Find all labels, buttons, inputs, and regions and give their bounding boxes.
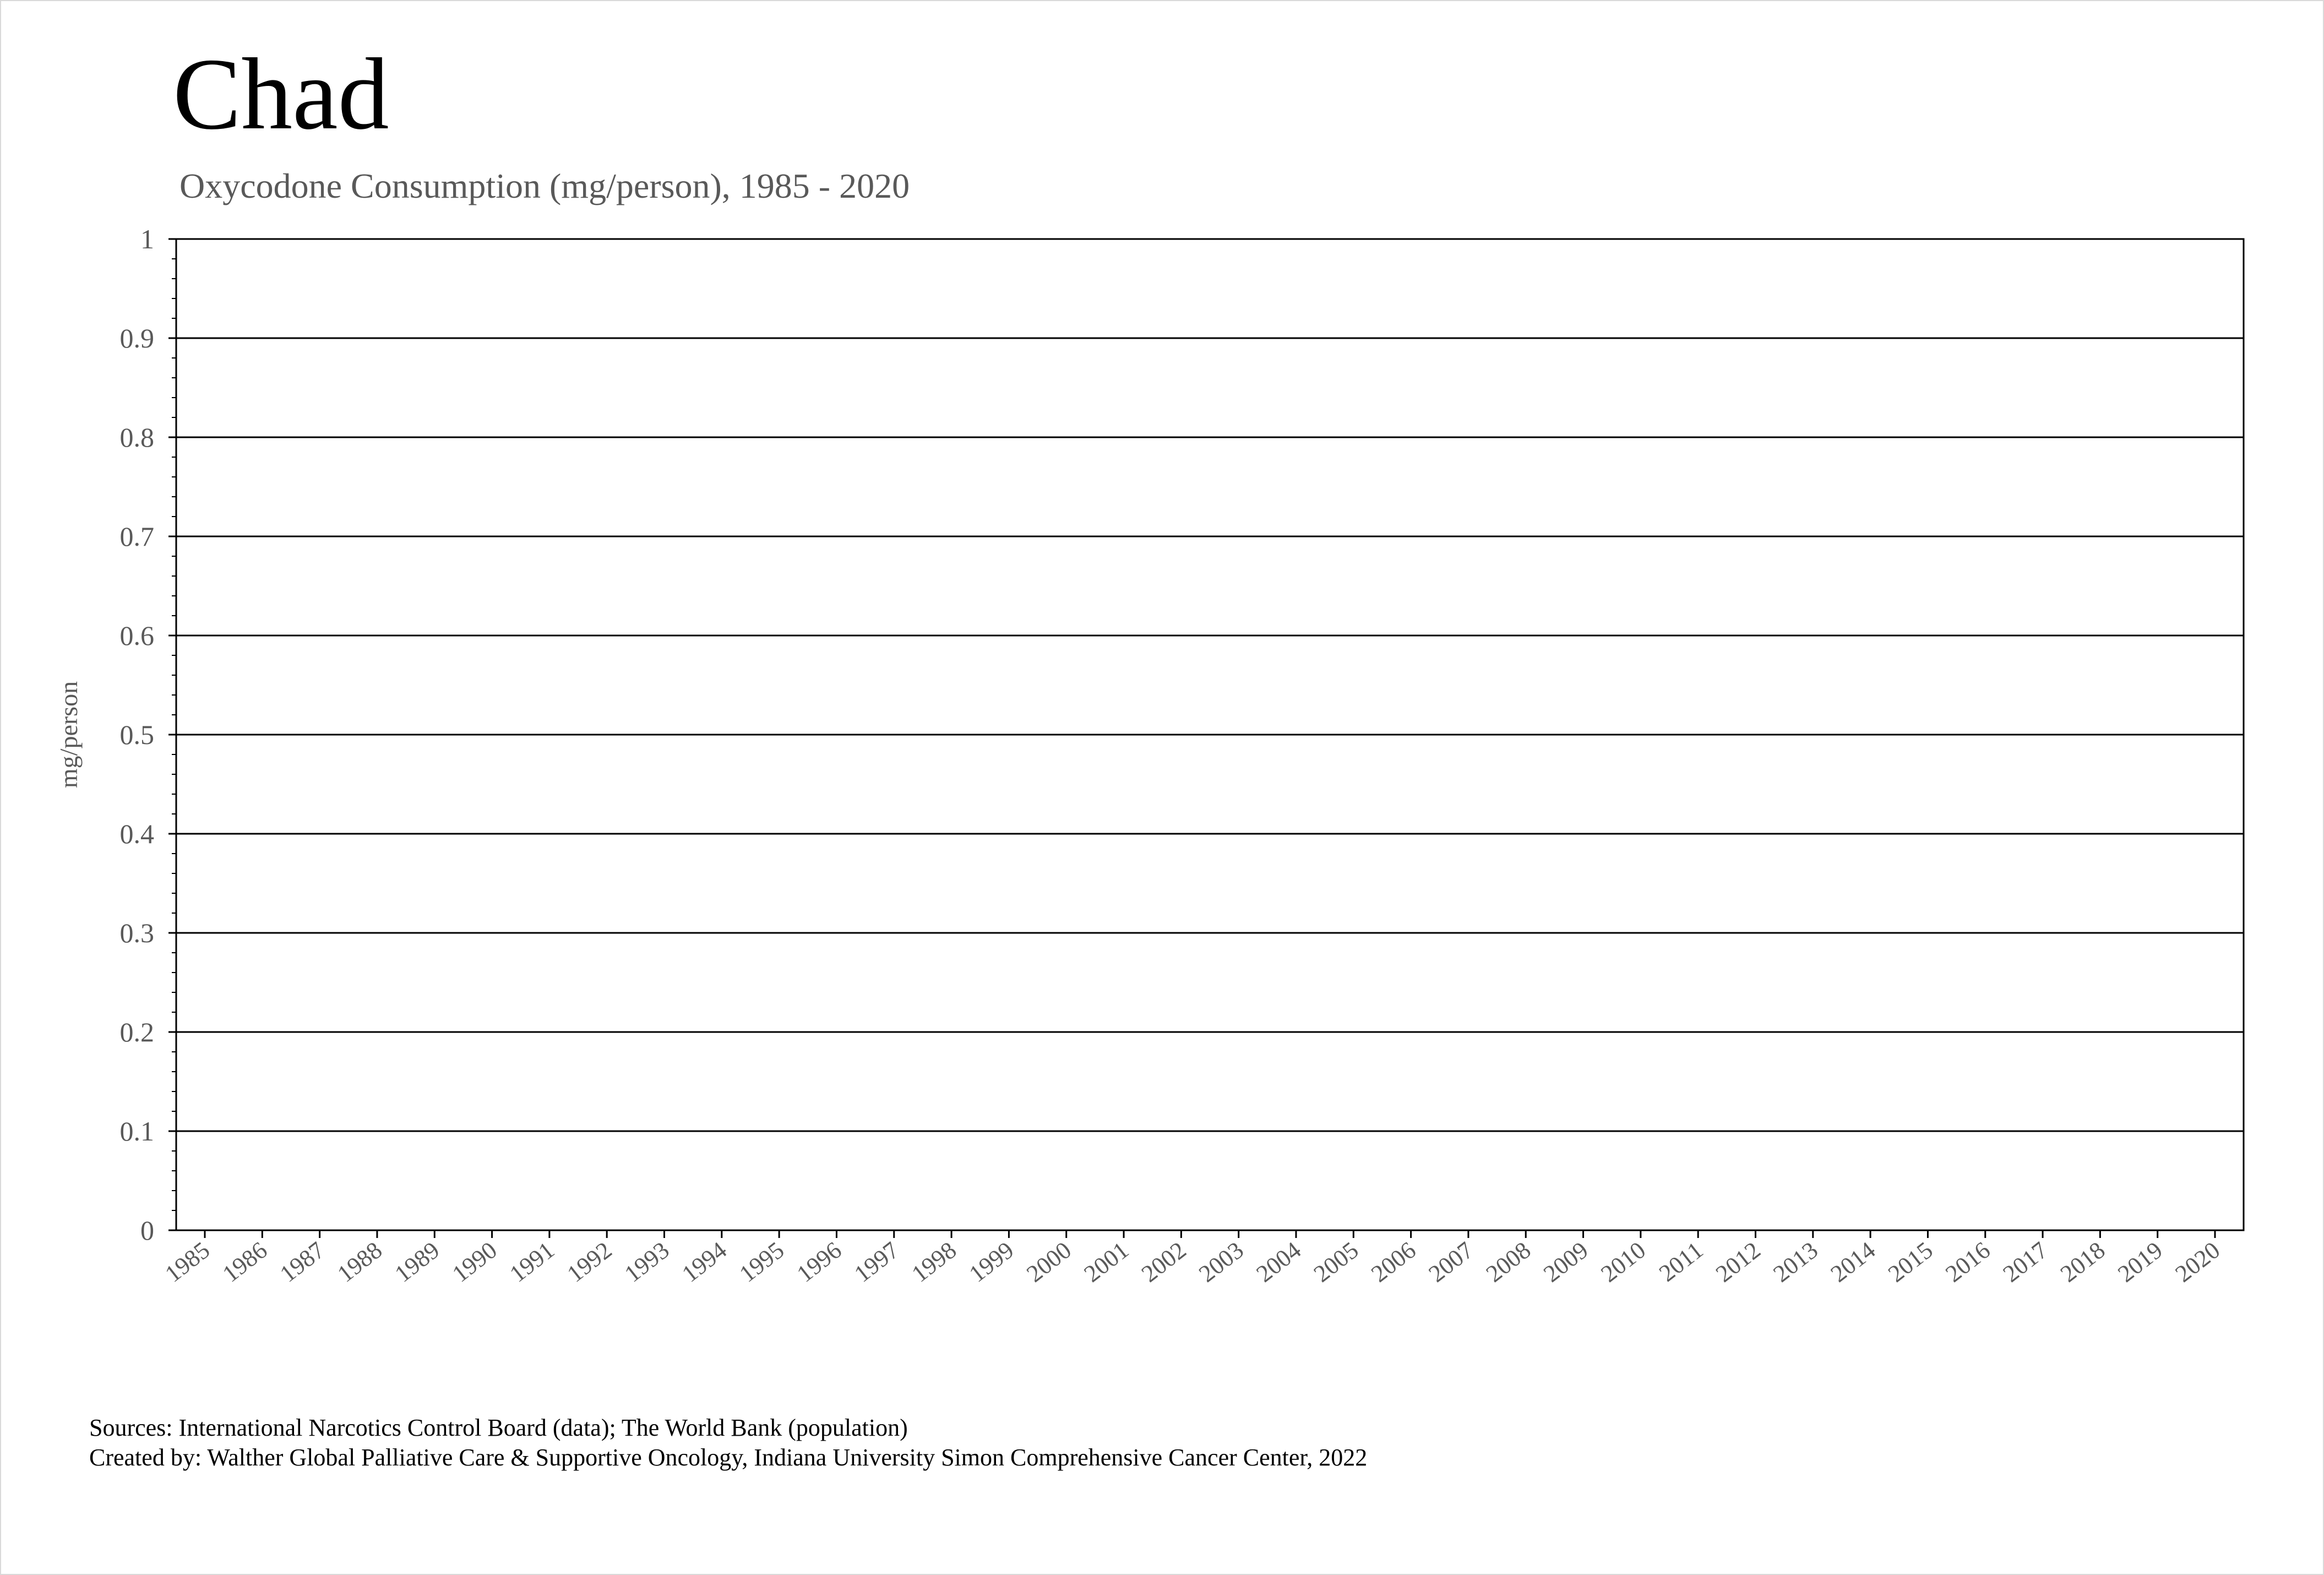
footer-created-by: Created by: Walther Global Palliative Care & Supportive Oncology, Indiana University Simon Comprehensive Cancer Center, 2022 <box>89 1444 1368 1471</box>
x-tick-label: 1997 <box>849 1236 904 1288</box>
x-tick-label: 1990 <box>447 1236 502 1288</box>
x-tick-label: 2001 <box>1079 1236 1134 1288</box>
x-tick-label: 2018 <box>2055 1236 2110 1288</box>
y-axis-label: mg/person <box>55 681 83 789</box>
y-tick-label: 0 <box>140 1215 154 1246</box>
x-ticks <box>205 1230 2215 1238</box>
x-tick-label: 2000 <box>1021 1236 1076 1288</box>
x-tick-labels <box>160 1236 2225 1288</box>
x-tick-label: 2017 <box>1998 1236 2053 1288</box>
x-tick-label: 1989 <box>389 1236 445 1288</box>
x-tick-label: 2011 <box>1654 1236 1708 1288</box>
x-tick-label: 2004 <box>1251 1236 1307 1288</box>
y-tick-label: 0.1 <box>119 1116 154 1147</box>
x-tick-label: 2013 <box>1768 1236 1823 1288</box>
x-tick-label: 1987 <box>275 1236 330 1288</box>
x-tick-label: 1994 <box>677 1236 732 1288</box>
y-tick-label: 0.8 <box>119 422 154 453</box>
chart-footer <box>89 1413 1367 1473</box>
x-tick-label: 2012 <box>1711 1236 1766 1288</box>
grid-lines <box>168 239 2244 1230</box>
x-tick-label: 2009 <box>1538 1236 1593 1288</box>
x-tick-label: 2007 <box>1423 1236 1479 1288</box>
x-tick-label: 2014 <box>1825 1236 1881 1288</box>
y-tick-label: 0.6 <box>119 620 154 651</box>
y-tick-labels <box>120 224 155 1246</box>
x-tick-label: 1985 <box>160 1236 215 1288</box>
y-tick-label: 0.5 <box>119 719 154 750</box>
x-tick-label: 2005 <box>1308 1236 1364 1288</box>
x-tick-label: 1991 <box>504 1236 560 1288</box>
chart-subtitle: Oxycodone Consumption (mg/person), 1985 - 2020 <box>179 166 910 205</box>
y-tick-label: 0.7 <box>119 521 154 552</box>
x-tick-label: 2016 <box>1940 1236 1995 1288</box>
x-tick-label: 2015 <box>1883 1236 1938 1288</box>
x-tick-label: 1988 <box>332 1236 388 1288</box>
footer-sources: Sources: International Narcotics Control Board (data); The World Bank (population) <box>89 1414 908 1441</box>
x-tick-label: 1986 <box>217 1236 273 1288</box>
x-tick-label: 2002 <box>1136 1236 1191 1288</box>
x-tick-label: 1992 <box>562 1236 617 1288</box>
x-tick-label: 1993 <box>619 1236 674 1288</box>
x-tick-label: 2019 <box>2113 1236 2168 1288</box>
y-tick-label: 0.4 <box>119 818 154 849</box>
y-tick-label: 0.2 <box>119 1017 154 1047</box>
x-tick-label: 2010 <box>1596 1236 1651 1288</box>
y-tick-label: 1 <box>140 224 154 254</box>
y-tick-label: 0.9 <box>119 323 154 354</box>
x-tick-label: 1999 <box>964 1236 1019 1288</box>
chart-title: Chad <box>173 37 389 151</box>
y-tick-label: 0.3 <box>119 917 154 948</box>
x-tick-label: 2006 <box>1366 1236 1421 1288</box>
x-tick-label: 2003 <box>1194 1236 1249 1288</box>
x-tick-label: 2020 <box>2170 1236 2225 1288</box>
x-tick-label: 1996 <box>792 1236 847 1288</box>
x-tick-label: 2008 <box>1481 1236 1536 1288</box>
x-tick-label: 1998 <box>906 1236 962 1288</box>
x-tick-label: 1995 <box>734 1236 790 1288</box>
